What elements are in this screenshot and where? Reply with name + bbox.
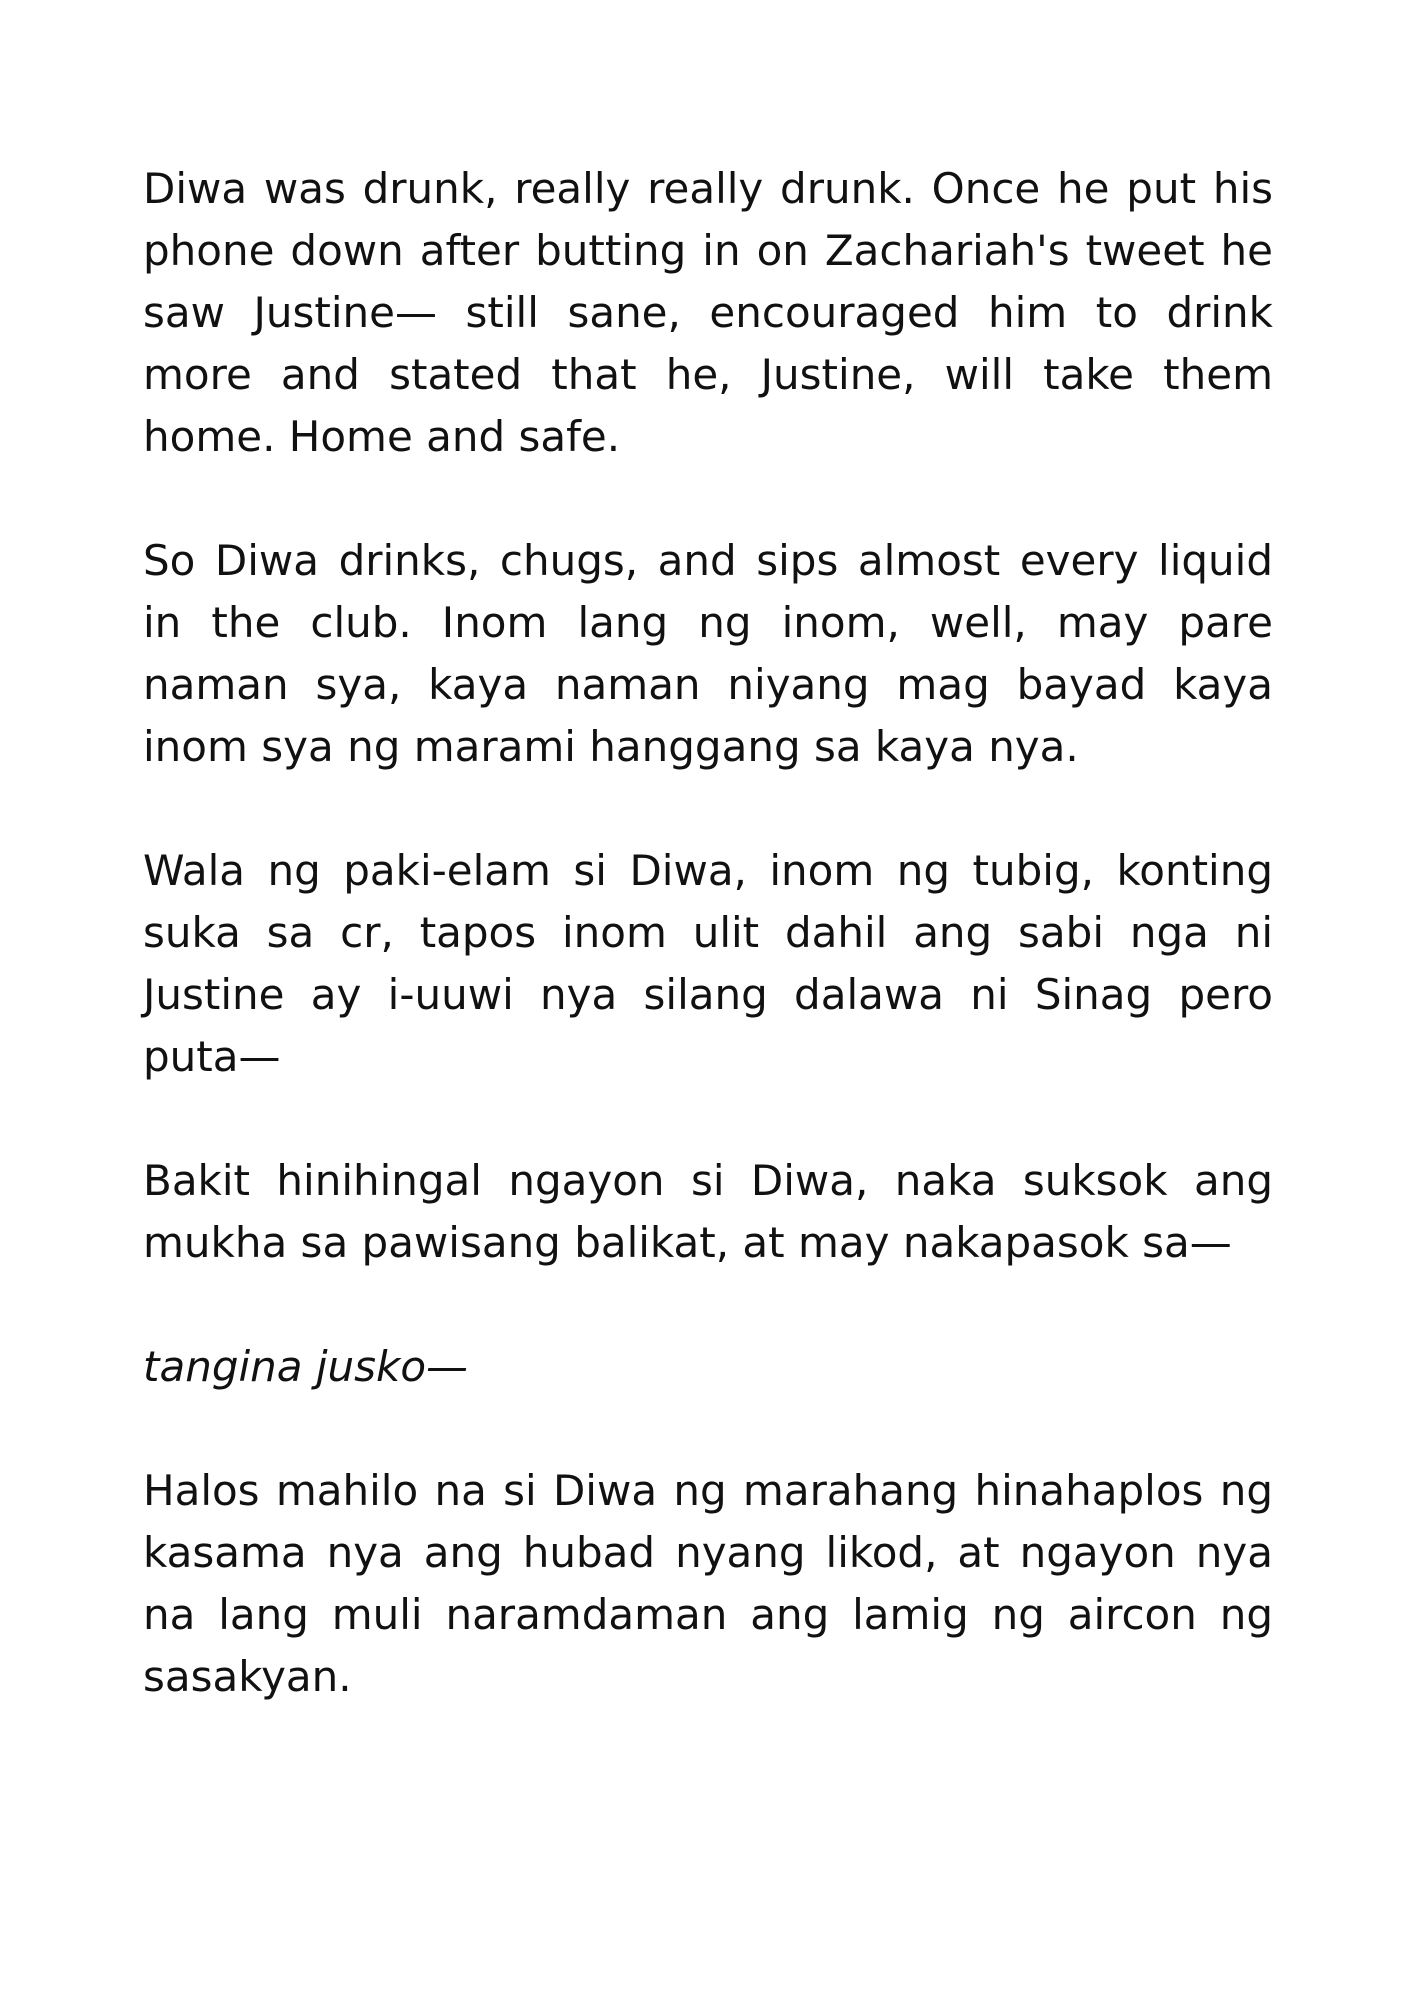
paragraph-5-italic: tangina jusko— (143, 1342, 469, 1391)
paragraph-6: Halos mahilo na si Diwa ng marahang hinahaplos ng kasama nya ang hubad nyang likod, at ngayon nya na lang muli naramdaman ang lamig ng aircon ng sasakyan. (143, 1466, 1273, 1701)
paragraph-3: Wala ng paki-elam si Diwa, inom ng tubig, konting suka sa cr, tapos inom ulit dahil ang sabi nga ni Justine ay i-uuwi nya silang dalawa ni Sinag pero puta— (143, 846, 1273, 1081)
document-page (143, 158, 1273, 1708)
paragraph-4: Bakit hinihingal ngayon si Diwa, naka suksok ang mukha sa pawisang balikat, at may nakapasok sa— (143, 1156, 1273, 1267)
paragraph-2: So Diwa drinks, chugs, and sips almost every liquid in the club. Inom lang ng inom, well, may pare naman sya, kaya naman niyang mag bayad kaya inom sya ng marami hanggang sa kaya nya. (143, 536, 1273, 771)
paragraph-1: Diwa was drunk, really really drunk. Once he put his phone down after butting in on Zachariah's tweet he saw Justine— still sane, encouraged him to drink more and stated that he, Justine, will take them home. Home and safe. (143, 164, 1273, 461)
